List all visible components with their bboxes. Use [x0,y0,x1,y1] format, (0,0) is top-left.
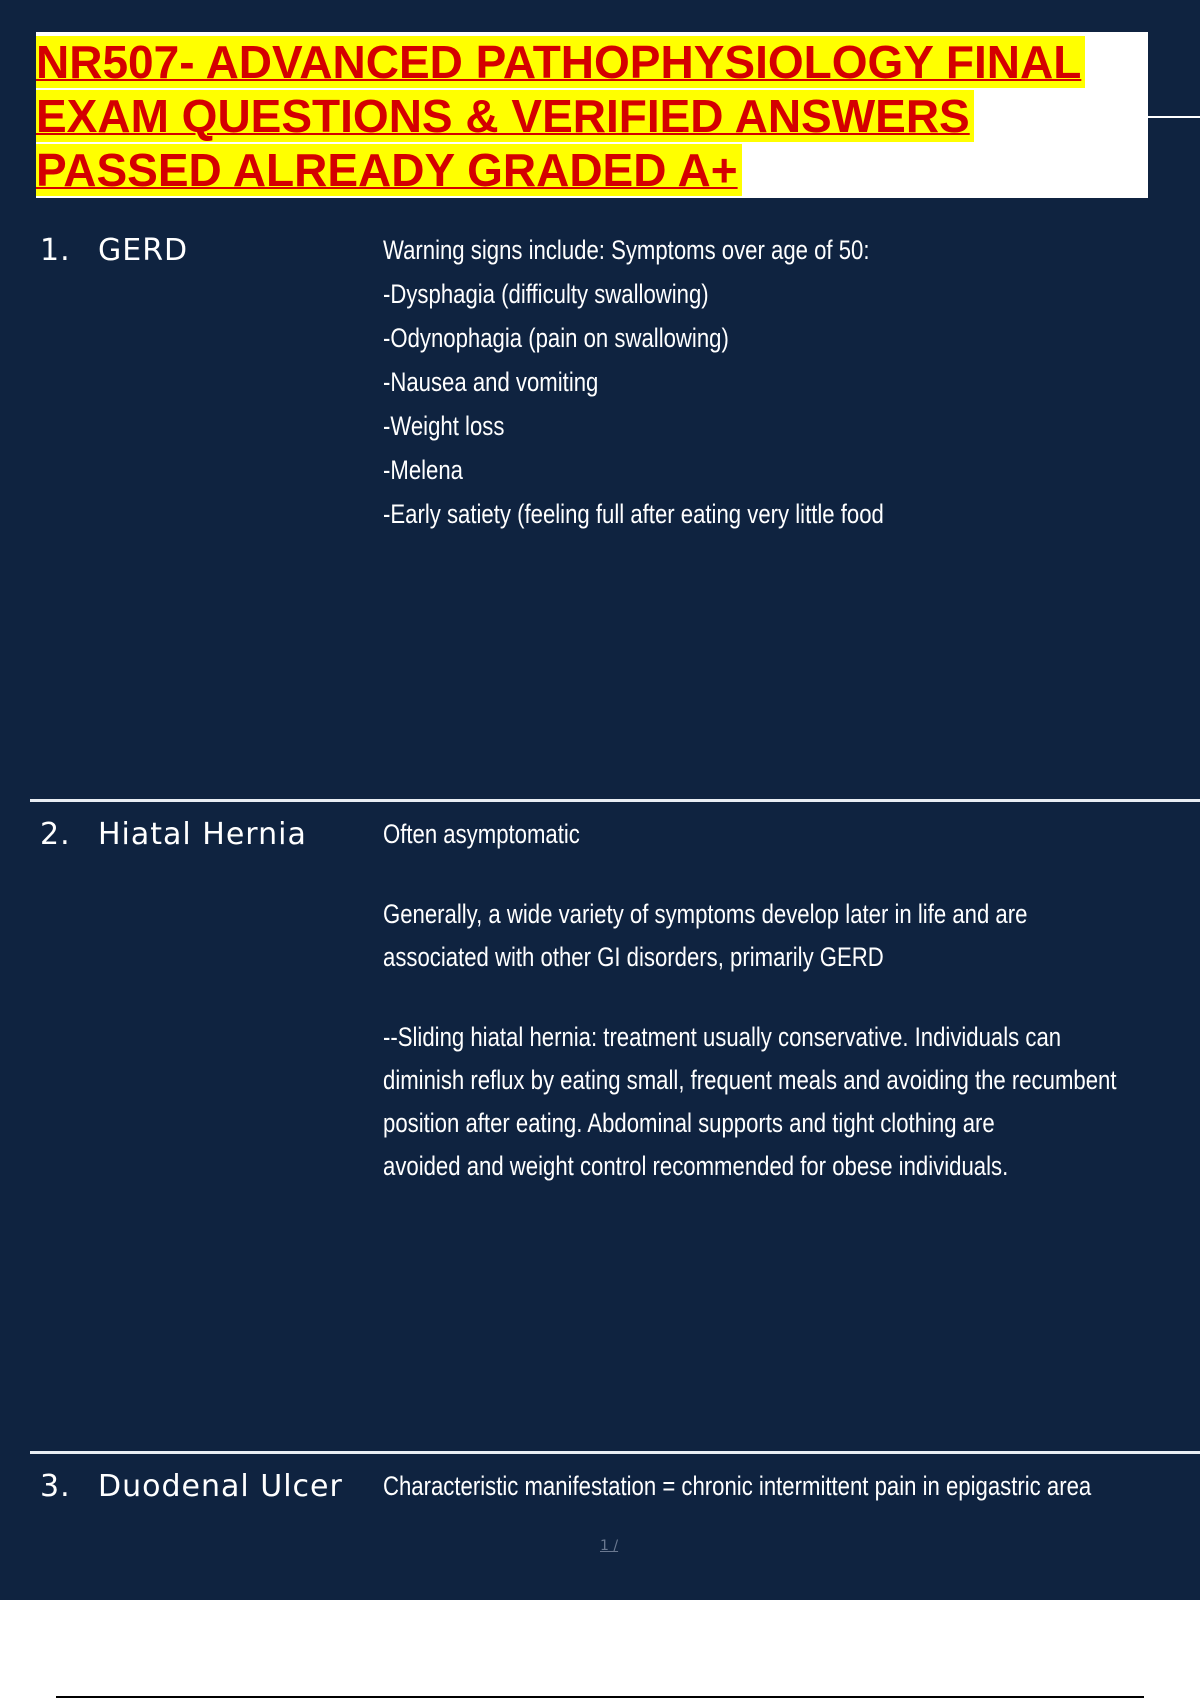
title-rule [1148,116,1200,118]
definition-line: Often asymptomatic [383,819,580,849]
card-number: 2. [40,817,71,852]
card-number: 3. [40,1469,71,1504]
definition-line: -Melena [383,455,463,485]
card-definition [383,812,1116,1188]
title-line-3: PASSED ALREADY GRADED A+ [36,144,742,196]
definition-line: -Nausea and vomiting [383,367,599,397]
definition-line: avoided and weight control recommended for obese individuals. [383,1151,1009,1181]
card-term: Duodenal Ulcer [98,1469,343,1504]
title-line-2: EXAM QUESTIONS & VERIFIED ANSWERS [36,90,974,142]
definition-line: -Dysphagia (difficulty swallowing) [383,279,709,309]
definition-line: -Early satiety (feeling full after eating very little food [383,499,884,529]
definition-line: -Weight loss [383,411,505,441]
page-number: 1 / [600,1538,619,1554]
card-definition [383,1464,1091,1508]
card-term: Hiatal Hernia [98,817,307,852]
card-divider [30,1451,1200,1454]
definition-line: Generally, a wide variety of symptoms develop later in life and are [383,899,1028,929]
definition-line: -Odynophagia (pain on swallowing) [383,323,729,353]
definition-line: associated with other GI disorders, primarily GERD [383,942,884,972]
definition-line: diminish reflux by eating small, frequent meals and avoiding the recumbent [383,1065,1117,1095]
card-divider [30,799,1200,802]
definition-line: position after eating. Abdominal supports and tight clothing are [383,1108,995,1138]
definition-line: --Sliding hiatal hernia: treatment usually conservative. Individuals can [383,1022,1062,1052]
definition-line: Characteristic manifestation = chronic intermittent pain in epigastric area [383,1471,1092,1501]
card-term: GERD [98,233,189,268]
card-definition [383,228,884,536]
card-number: 1. [40,233,71,268]
bottom-rule [56,1696,1144,1698]
definition-line: Warning signs include: Symptoms over age of 50: [383,235,870,265]
document-title [36,32,1148,198]
title-line-1: NR507- ADVANCED PATHOPHYSIOLOGY FINAL [36,36,1085,88]
